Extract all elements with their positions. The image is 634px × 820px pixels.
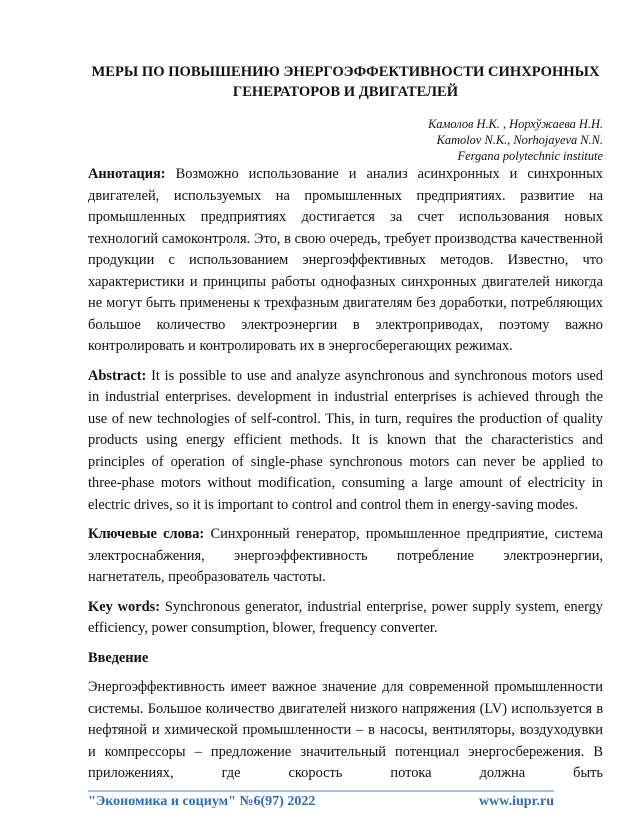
keywords-ru-paragraph bbox=[88, 524, 603, 589]
authors-en: Kamolov N.K., Norhojayeva N.N. bbox=[436, 133, 603, 147]
journal-name: "Экономика и социум" №6(97) 2022 bbox=[88, 794, 316, 809]
annotation-paragraph bbox=[88, 164, 603, 358]
keywords-ru-text: Синхронный генератор, промышленное предприятие, система электроснабжения, энергоэффективность потребление электроэнергии, нагнетатель, преобразователь частоты. bbox=[88, 526, 603, 585]
abstract-label: Abstract: bbox=[88, 367, 147, 384]
keywords-en-text: Synchronous generator, industrial enterprise, power supply system, energy efficiency, power consumption, blower, frequency converter. bbox=[88, 598, 604, 636]
authors-ru: Камолов Н.К. , Норхўжаева Н.Н. bbox=[428, 117, 603, 131]
abstract-paragraph bbox=[88, 366, 603, 517]
footer-divider bbox=[88, 790, 554, 792]
annotation-label: Аннотация: bbox=[88, 166, 166, 182]
annotation-text: Возможно использование и анализ асинхронных и синхронных двигателей, используемых на промышленных предприятиях. развитие на промышленных предприятиях достигается за счет использования новых технологий самоконтроля. Это, в свою очередь, требует производства качественной продукции с использованием энергоэффективных методов. Известно, что характеристики и принципы работы однофазных синхронных двигателей никогда не могут быть применены к трехфазным двигателям без доработки, потребляющих большое количество электроэнергии в электроприводах, поэтому важно контролировать и контролировать их в энергосберегающих режимах. bbox=[88, 166, 603, 354]
journal-website-link[interactable]: www.iupr.ru bbox=[479, 794, 554, 809]
keywords-en-label: Key words: bbox=[88, 598, 161, 615]
affiliation: Fergana polytechnic institute bbox=[457, 149, 603, 163]
keywords-en-paragraph bbox=[88, 597, 603, 640]
abstract-text: It is possible to use and analyze asynchronous and synchronous motors used in industrial enterprises. development in industrial enterprises is achieved through the use of new technologies of self-control. This, in turn, requires the production of quality products using energy efficient methods. It is known that the characteristics and principles of operation of single-phase synchronous motors can never be applied to three-phase motors without modification, consuming a large amount of electricity in electric drives, so it is important to control and control them in energy-saving modes. bbox=[88, 367, 603, 513]
page-footer bbox=[88, 794, 554, 810]
intro-paragraph: Энергоэффективность имеет важное значение для современной промышленности системы. Большое количество двигателей низкого напряжения (LV) используется в нефтяной и химической промышленности – в насосы, вентиляторы, воздуходувки и компрессоры – предложение значительный потенциал энергосбережения. В приложениях, где скорость потока должна быть bbox=[88, 679, 603, 781]
keywords-ru-label: Ключевые слова: bbox=[88, 526, 205, 542]
article-title: МЕРЫ ПО ПОВЫШЕНИЮ ЭНЕРГОЭФФЕКТИВНОСТИ СИНХРОННЫХ ГЕНЕРАТОРОВ И ДВИГАТЕЛЕЙ bbox=[91, 64, 600, 100]
document-page bbox=[88, 62, 603, 785]
authors-block bbox=[88, 116, 603, 164]
intro-heading: Введение bbox=[88, 649, 149, 666]
